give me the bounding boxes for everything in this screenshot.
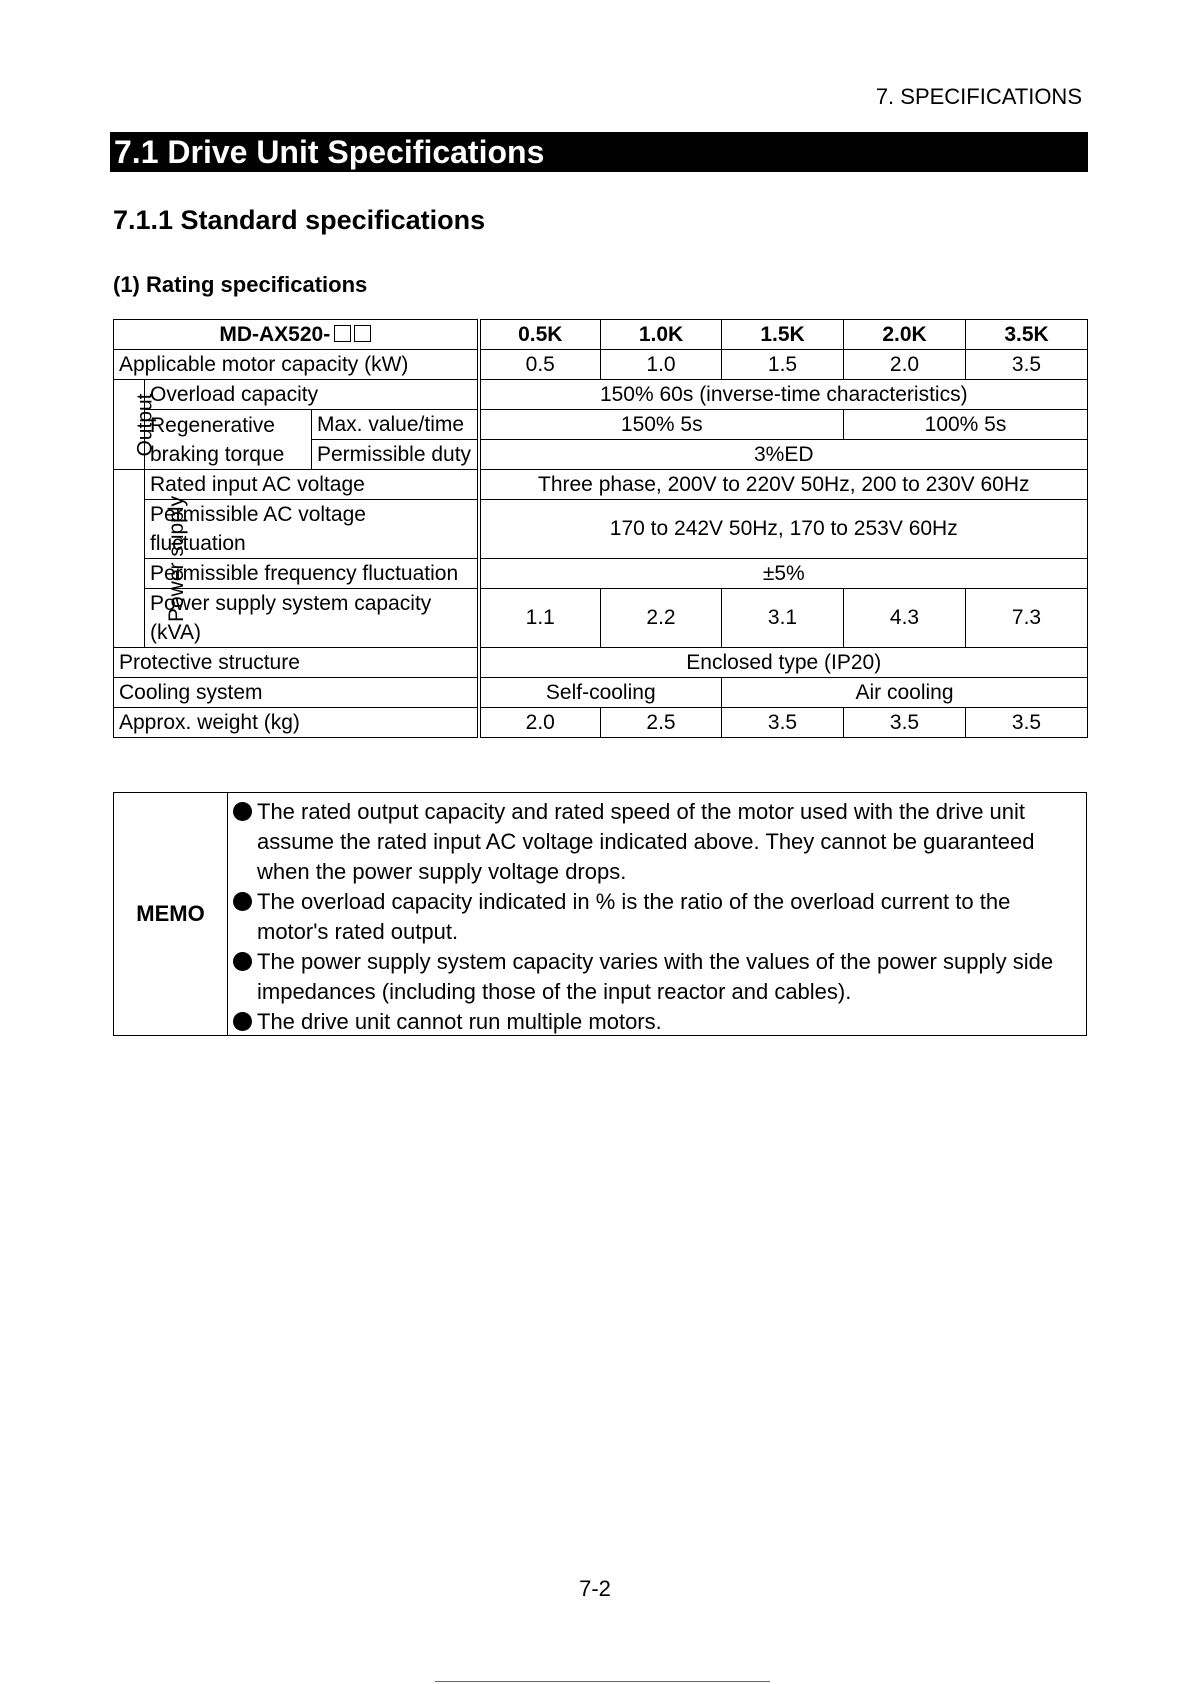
subsubsection-title: (1) Rating specifications	[113, 272, 368, 297]
memo-text: The power supply system capacity varies with the values of the power supply side impedances (including those of the input reactor and cables).	[257, 949, 1054, 1004]
row-label: Regenerative	[150, 413, 275, 437]
memo-item	[231, 797, 1078, 887]
voltage-fluct-label-cell	[145, 500, 479, 559]
placeholder-box-icon	[354, 325, 371, 342]
system-capacity-label-cell	[145, 589, 479, 648]
table-cell: 2.0	[844, 350, 966, 380]
table-cell: 3.5	[966, 350, 1088, 380]
table-cell: 3.5	[966, 708, 1088, 738]
table-cell: 2.2	[601, 589, 722, 648]
bullet-icon	[231, 947, 253, 1007]
memo-item	[231, 947, 1078, 1007]
freq-fluct-row	[114, 559, 1088, 589]
table-cell: 3%ED	[479, 440, 1088, 470]
model-header-cell	[114, 320, 479, 350]
model-header: 2.0K	[844, 320, 966, 350]
row-label: Rated input AC voltage	[145, 470, 479, 500]
table-cell: ±5%	[479, 559, 1088, 589]
row-sublabel: Permissible duty	[312, 440, 479, 470]
table-cell: 150% 5s	[479, 410, 844, 440]
page-number: 7-2	[579, 1576, 611, 1601]
bullet-icon	[231, 1007, 253, 1037]
table-cell: 3.5	[722, 708, 844, 738]
table-cell: 3.1	[722, 589, 844, 648]
row-label: braking torque	[150, 442, 285, 466]
power-group-label: Power supply	[165, 495, 189, 622]
row-label: Cooling system	[114, 678, 479, 708]
row-label: Overload capacity	[145, 380, 479, 410]
row-label: Applicable motor capacity (kW)	[114, 350, 479, 380]
memo-text: The overload capacity indicated in % is the ratio of the overload current to the motor's rated output.	[257, 889, 1011, 944]
table-cell: 150% 60s (inverse-time characteristics)	[479, 380, 1088, 410]
regen-max-row	[114, 410, 1088, 440]
row-label: Power supply system capacity	[150, 592, 432, 615]
bullet-icon	[231, 797, 253, 887]
cooling-row	[114, 678, 1088, 708]
chapter-header: 7. SPECIFICATIONS	[875, 84, 1082, 109]
overload-row	[114, 380, 1088, 410]
model-header: 1.0K	[601, 320, 722, 350]
table-cell: 2.0	[479, 708, 601, 738]
system-capacity-row	[114, 589, 1088, 648]
voltage-fluct-row	[114, 500, 1088, 559]
table-cell: 1.1	[479, 589, 601, 648]
memo-body	[228, 793, 1086, 1035]
table-cell: Self-cooling	[479, 678, 722, 708]
table-cell: 3.5	[844, 708, 966, 738]
table-cell: 1.0	[601, 350, 722, 380]
output-group-label: Output	[133, 392, 157, 457]
row-label: Permissible frequency fluctuation	[145, 559, 479, 589]
protective-row	[114, 648, 1088, 678]
table-cell: 2.5	[601, 708, 722, 738]
row-label: (kVA)	[150, 621, 201, 644]
memo-box	[113, 792, 1087, 1036]
model-label: MD-AX520-	[219, 322, 331, 346]
memo-item	[231, 887, 1078, 947]
table-cell: 4.3	[844, 589, 966, 648]
table-cell: Air cooling	[722, 678, 1088, 708]
memo-text: The rated output capacity and rated speed of the motor used with the drive unit assume the rated input AC voltage indicated above. They cannot be guaranteed when the power supply voltage drops.	[257, 799, 1035, 884]
rated-input-row	[114, 470, 1088, 500]
weight-row	[114, 708, 1088, 738]
table-header-row	[114, 320, 1088, 350]
section-title: 7.1 Drive Unit Specifications	[110, 132, 1088, 172]
table-cell: 170 to 242V 50Hz, 170 to 253V 60Hz	[479, 500, 1088, 559]
bottom-divider	[435, 1681, 770, 1682]
output-group-cell	[114, 380, 157, 470]
memo-label: MEMO	[114, 793, 228, 1035]
motor-capacity-row	[114, 350, 1088, 380]
model-header: 0.5K	[479, 320, 601, 350]
table-cell: 7.3	[966, 589, 1088, 648]
table-cell: Enclosed type (IP20)	[479, 648, 1088, 678]
row-label: Approx. weight (kg)	[114, 708, 479, 738]
regen-label-cell	[145, 410, 312, 470]
memo-text: The drive unit cannot run multiple motors.	[257, 1009, 662, 1034]
table-cell: 0.5	[479, 350, 601, 380]
placeholder-box-icon	[334, 325, 351, 342]
table-cell: Three phase, 200V to 220V 50Hz, 200 to 230V 60Hz	[479, 470, 1088, 500]
row-sublabel: Max. value/time	[312, 410, 479, 440]
table-cell: 1.5	[722, 350, 844, 380]
model-header: 3.5K	[966, 320, 1088, 350]
subsection-title: 7.1.1 Standard specifications	[113, 205, 486, 235]
rating-spec-table	[113, 319, 1088, 738]
table-cell: 100% 5s	[844, 410, 1088, 440]
row-label: Permissible AC voltage	[150, 503, 366, 526]
row-label: Protective structure	[114, 648, 479, 678]
bullet-icon	[231, 887, 253, 947]
memo-item	[231, 1007, 1078, 1037]
model-header: 1.5K	[722, 320, 844, 350]
row-label: fluctuation	[150, 532, 246, 555]
